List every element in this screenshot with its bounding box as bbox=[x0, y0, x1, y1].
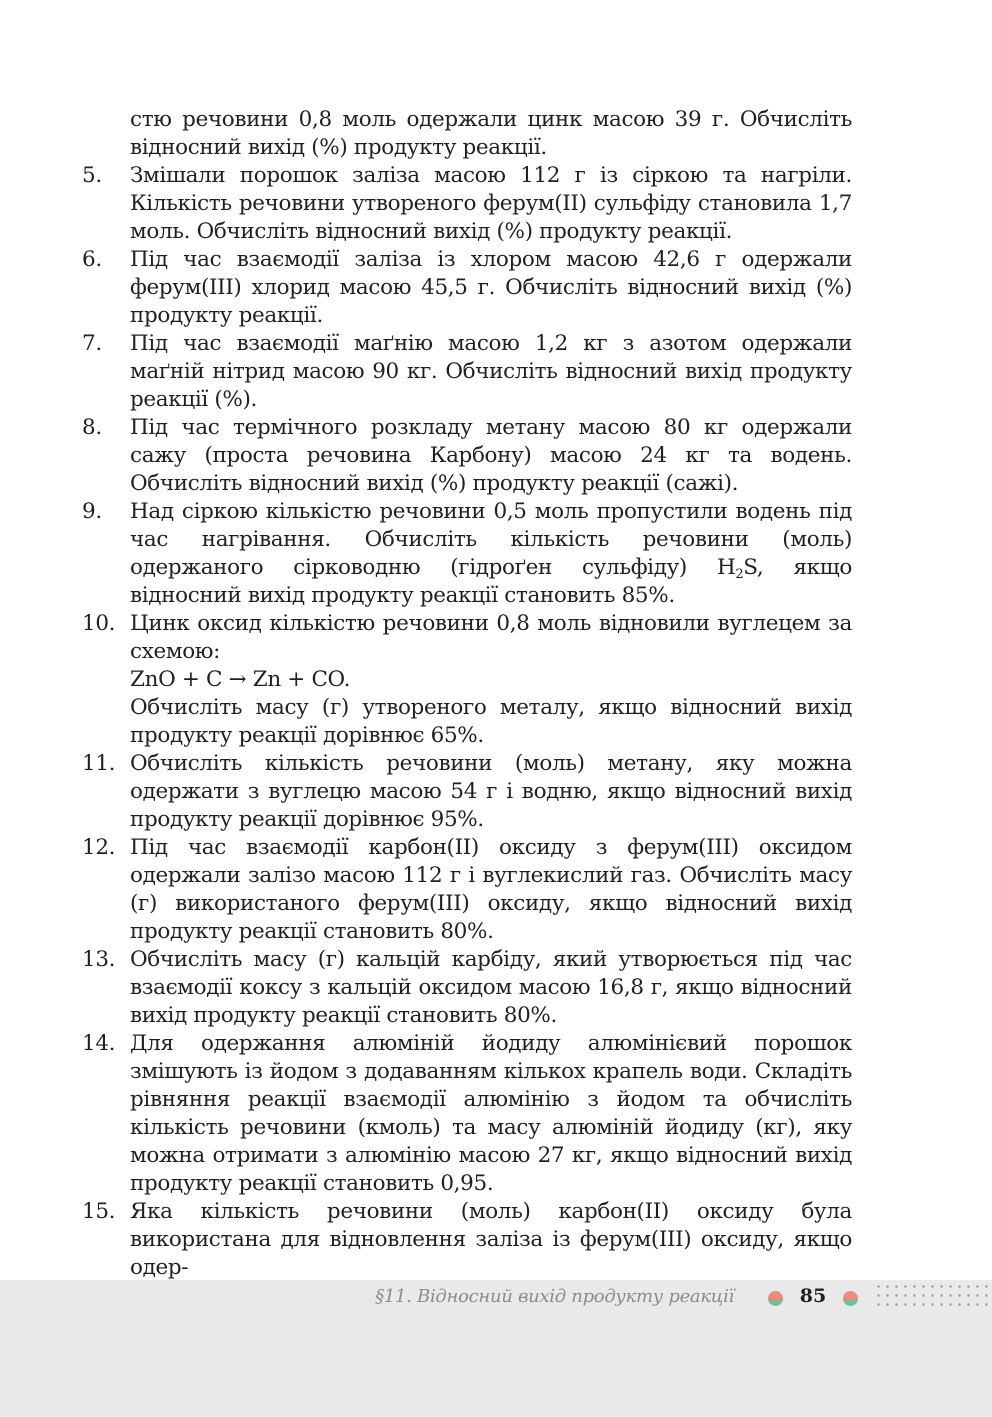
reaction-equation: ZnO + C → Zn + CO. bbox=[130, 667, 351, 692]
task-text: Цинк оксид кількістю речовини 0,8 моль відновили вуглецем за схемою: bbox=[130, 611, 852, 664]
task-text: Обчисліть кількість речовини (моль) метану, яку можна одержати з вуглецю масою 54 г і водню, якщо відносний вихід продукту реакції дорівнює 95%. bbox=[130, 751, 852, 832]
task-14 bbox=[82, 1030, 852, 1198]
task-12 bbox=[82, 834, 852, 946]
task-15 bbox=[82, 1198, 852, 1282]
task-number: 13. bbox=[82, 947, 116, 972]
page-number: 85 bbox=[799, 1285, 827, 1307]
task-text-before: Над сіркою кількістю речовини 0,5 моль пропустили водень під час нагрівання. Обчисліть кількість речовини (моль) одержаного сірководню (гідроґен сульфіду) H bbox=[130, 499, 852, 580]
task-9 bbox=[82, 498, 852, 610]
task-6 bbox=[82, 246, 852, 330]
task-7 bbox=[82, 330, 852, 414]
task-number: 15. bbox=[82, 1199, 116, 1224]
task-number: 12. bbox=[82, 835, 116, 860]
subscript: 2 bbox=[735, 567, 744, 582]
task-text: Під час взаємодії маґнію масою 1,2 кг з азотом одержали маґній нітрид масою 90 кг. Обчисліть відносний вихід продукту реакції (%). bbox=[130, 331, 852, 412]
page-body bbox=[82, 106, 852, 1282]
task-5 bbox=[82, 162, 852, 246]
task-number: 6. bbox=[82, 247, 102, 272]
task-text: Під час термічного розкладу метану масою 80 кг одержали сажу (проста речовина Карбону) масою 24 кг та водень. Обчисліть відносний вихід (%) продукту реакції (сажі). bbox=[130, 415, 852, 496]
task-number: 8. bbox=[82, 415, 102, 440]
continuation-text: стю речовини 0,8 моль одержали цинк масою 39 г. Обчисліть відносний вихід (%) продукту реакції. bbox=[130, 107, 852, 160]
task-number: 11. bbox=[82, 751, 116, 776]
task-number: 7. bbox=[82, 331, 102, 356]
task-text: Обчисліть масу (г) кальцій карбіду, який утворюється під час взаємодії коксу з кальцій оксидом масою 16,8 г, якщо відносний вихід продукту реакції становить 80%. bbox=[130, 947, 852, 1028]
decorative-dot-icon bbox=[768, 1291, 783, 1306]
task-number: 5. bbox=[82, 163, 102, 188]
task-text: Змішали порошок заліза масою 112 г із сіркою та нагріли. Кількість речовини утвореного ферум(II) сульфіду становила 1,7 моль. Обчисліть відносний вихід (%) продукту реакції. bbox=[130, 163, 852, 244]
task-text: Під час взаємодії карбон(II) оксиду з ферум(III) оксидом одержали залізо масою 112 г і вуглекислий газ. Обчисліть масу (г) використаного ферум(III) оксиду, якщо відносний вихід продукту реакції становить 80%. bbox=[130, 835, 852, 944]
task-text: Яка кількість речовини (моль) карбон(II) оксиду була використана для відновлення заліза із ферум(III) оксиду, якщо одер- bbox=[130, 1199, 852, 1280]
task-11 bbox=[82, 750, 852, 834]
dot-grid-pattern bbox=[874, 1282, 992, 1310]
task-text: Під час взаємодії заліза із хлором масою 42,6 г одержали ферум(III) хлорид масою 45,5 г. Обчисліть відносний вихід (%) продукту реакції. bbox=[130, 247, 852, 328]
section-title: §11. Відносний вихід продукту реакції bbox=[375, 1286, 734, 1307]
task-number: 10. bbox=[82, 611, 116, 636]
task-10 bbox=[82, 610, 852, 750]
task-number: 14. bbox=[82, 1031, 116, 1056]
decorative-dot-icon bbox=[843, 1291, 858, 1306]
task-number: 9. bbox=[82, 499, 102, 524]
task-13 bbox=[82, 946, 852, 1030]
task-text-after: S, якщо відносний вихід продукту реакції становить 85%. bbox=[130, 555, 852, 608]
task-text: Для одержання алюміній йодиду алюмінієвий порошок змішують із йодом з додаванням кількох крапель води. Складіть рівняння реакції взаємодії алюмінію з йодом та обчисліть кількість речовини (кмоль) та масу алюміній йодиду (кг), яку можна отримати з алюмінію масою 27 кг, якщо відносний вихід продукту реакції становить 0,95. bbox=[130, 1031, 852, 1196]
task-text-after: Обчисліть масу (г) утвореного металу, якщо відносний вихід продукту реакції дорівнює 65%. bbox=[130, 695, 852, 748]
page-footer bbox=[0, 1280, 992, 1417]
task-8 bbox=[82, 414, 852, 498]
